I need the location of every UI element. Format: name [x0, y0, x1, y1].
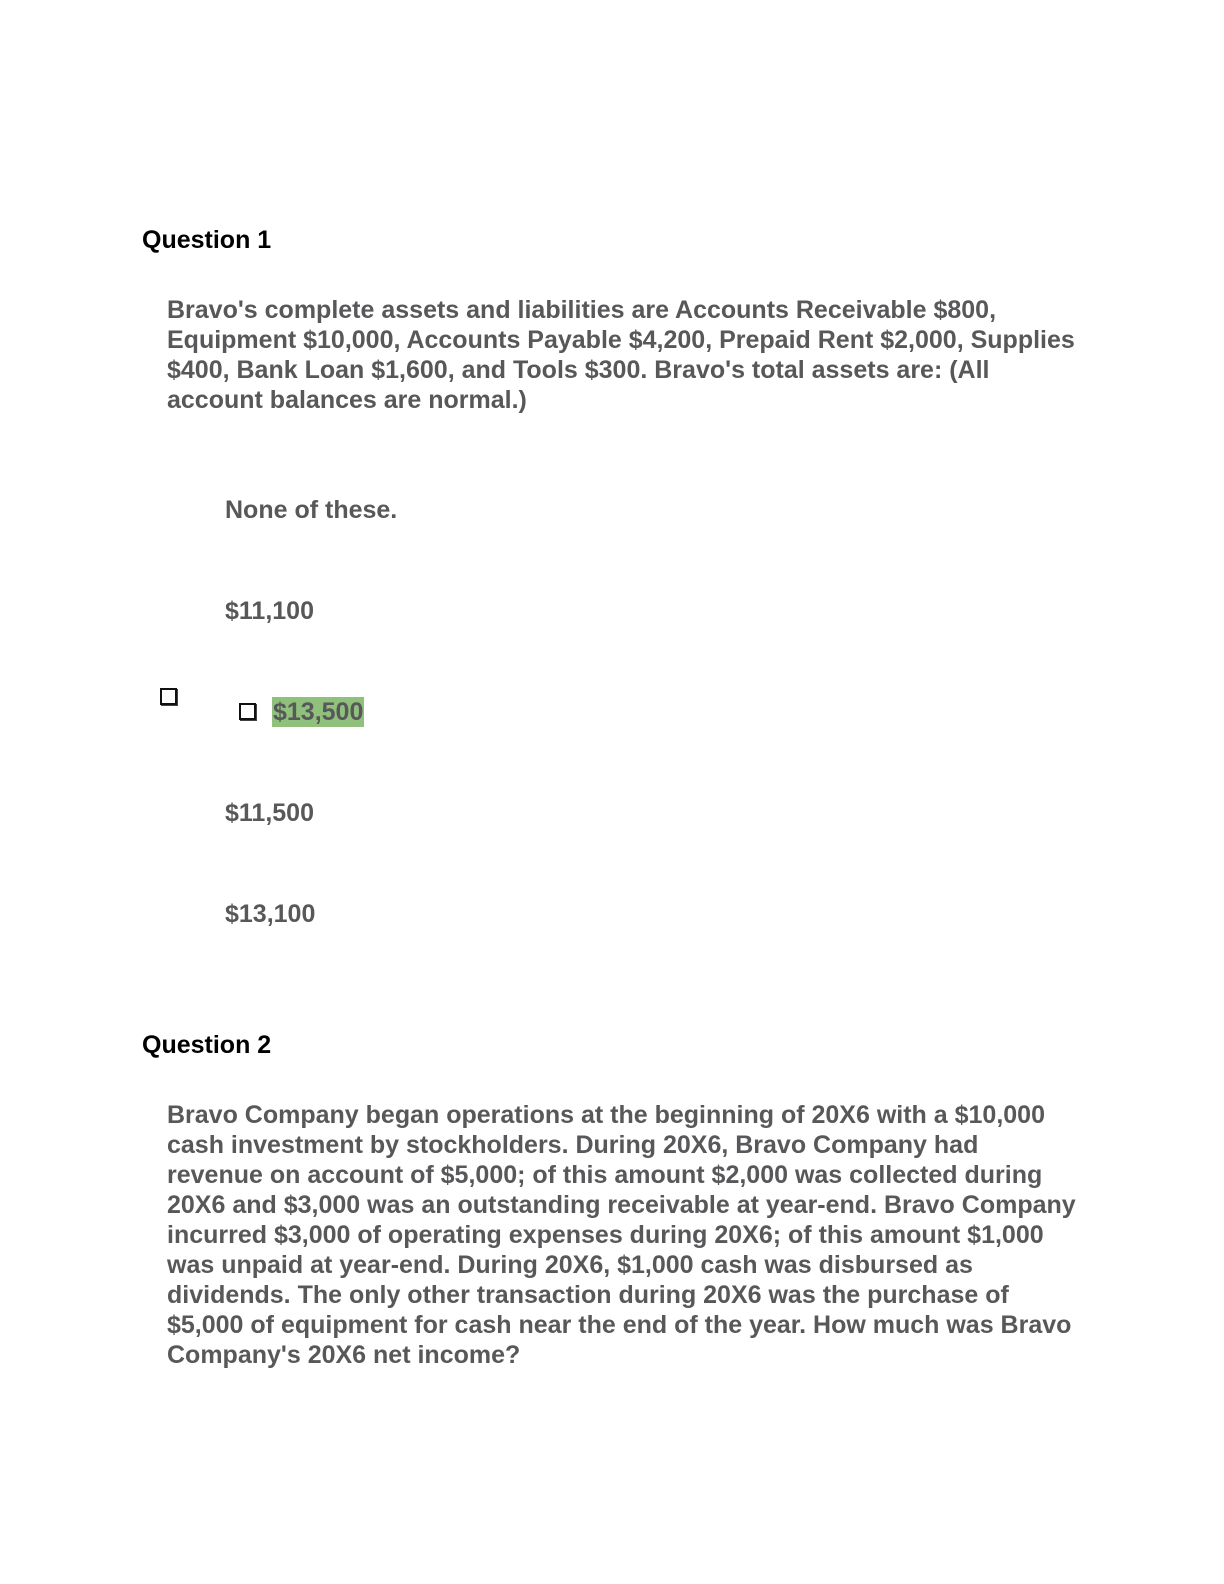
option-checkbox-icon[interactable]: [239, 703, 256, 720]
question-2-text: Bravo Company began operations at the beginning of 20X6 with a $10,000 cash investment by stockholders. During 20X6, Bravo Company had revenue on account of $5,000; of this amount $2,000 was collected during 20X6 and $3,000 was an outstanding receivable at year-end. Bravo Company incurred $3,000 of operating expenses during 20X6; of this amount $1,000 was unpaid at year-end. During 20X6, $1,000 cash was disbursed as dividends. The only other transaction during 20X6 was the purchase of $5,000 of equipment for cash near the end of the year. How much was Bravo Company's 20X6 net income?: [167, 1101, 1076, 1369]
question-1-option-5[interactable]: $13,100: [225, 900, 316, 928]
checkbox-icon[interactable]: [160, 688, 177, 705]
question-2-heading: Question 2: [142, 1031, 272, 1059]
question-1-option-4[interactable]: $11,500: [225, 799, 314, 827]
question-1-option-1[interactable]: None of these.: [225, 496, 398, 524]
question-1-heading: Question 1: [142, 226, 272, 254]
question-1-option-3-selected[interactable]: $13,500: [273, 698, 364, 726]
question-1-option-2[interactable]: $11,100: [225, 597, 314, 625]
question-1-text: Bravo's complete assets and liabilities are Accounts Receivable $800, Equipment $10,000, Accounts Payable $4,200, Prepaid Rent $2,000, Supplies $400, Bank Loan $1,600, and Tools $300. Bravo's total assets are: (All account balances are normal.): [167, 296, 1075, 414]
